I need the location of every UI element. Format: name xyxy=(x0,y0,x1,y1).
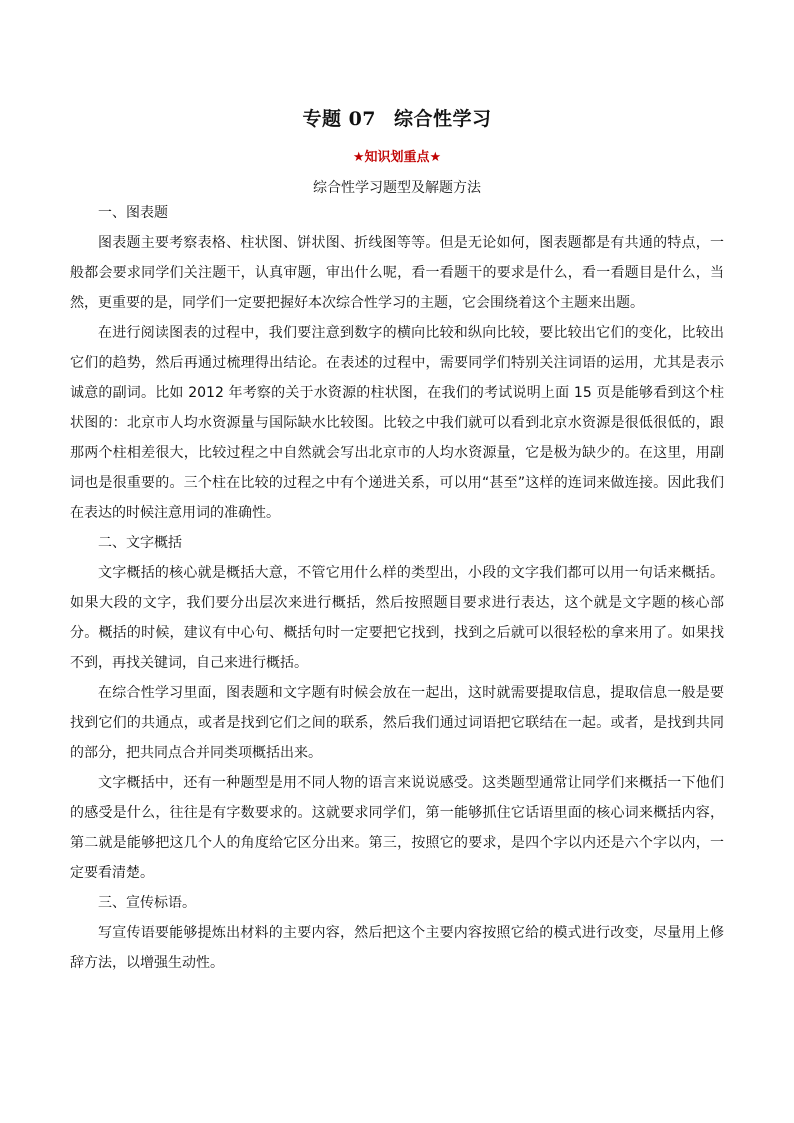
section-banner: ★知识划重点★ xyxy=(352,150,442,165)
section-heading: 二、文字概括 xyxy=(98,535,182,551)
paragraph: 写宣传语要能够提炼出材料的主要内容，然后把这个主要内容按照它给的模式进行改变，尽量用上修辞方法，以增强生动性。 xyxy=(70,925,724,971)
section-subtitle: 综合性学习题型及解题方法 xyxy=(313,180,481,196)
page-title xyxy=(0,104,794,131)
section-heading: 一、图表题 xyxy=(98,205,168,221)
document-body xyxy=(70,198,724,978)
paragraph: 在进行阅读图表的过程中，我们要注意到数字的横向比较和纵向比较，要比较出它们的变化，比较出它们的趋势，然后再通过梳理得出结论。在表述的过程中，需要同学们特别关注词语的运用，尤其是表示诚意的副词。比如 2012 年考察的关于水资源的柱状图，在我们的考试说明上面 15 页是能够看到这个柱状图的：北京市人均水资源量与国际缺水比较图。比较之中我们就可以看到北京水资源是很低很低的，跟那两个柱相差很大，比较过程之中自然就会写出北京市的人均水资源量，它是极为缺少的。在这里，用副词也是很重要的。三个柱在比较的过程之中有个递进关系，可以用“甚至”这样的连词来做连接。因此我们在表达的时候注意用词的准确性。 xyxy=(70,325,724,521)
title-text: 综合性学习 xyxy=(394,108,492,130)
paragraph: 文字概括的核心就是概括大意，不管它用什么样的类型出，小段的文字我们都可以用一句话来概括。如果大段的文字，我们要分出层次来进行概括，然后按照题目要求进行表达，这个就是文字题的核心部分。概括的时候，建议有中心句、概括句时一定要把它找到，找到之后就可以很轻松的拿来用了。如果找不到，再找关键词，自己来进行概括。 xyxy=(70,565,724,671)
paragraph: 在综合性学习里面，图表题和文字题有时候会放在一起出，这时就需要提取信息，提取信息一般是要找到它们的共通点，或者是找到它们之间的联系，然后我们通过词语把它联结在一起。或者，是找到共同的部分，把共同点合并同类项概括出来。 xyxy=(70,685,724,761)
paragraph: 文字概括中，还有一种题型是用不同人物的语言来说说感受。这类题型通常让同学们来概括一下他们的感受是什么，往往是有字数要求的。这就要求同学们，第一能够抓住它话语里面的核心词来概括内容，第二就是能够把这几个人的角度给它区分出来。第三，按照它的要求，是四个字以内还是六个字以内，一定要看清楚。 xyxy=(70,775,724,881)
section-heading: 三、宣传标语。 xyxy=(98,895,196,911)
paragraph: 图表题主要考察表格、柱状图、饼状图、折线图等等。但是无论如何，图表题都是有共通的特点，一般都会要求同学们关注题干，认真审题，审出什么呢，看一看题干的要求是什么，看一看题目是什么，当然，更重要的是，同学们一定要把握好本次综合性学习的主题，它会围绕着这个主题来出题。 xyxy=(70,235,724,311)
title-number: 专题 07 xyxy=(302,108,377,130)
